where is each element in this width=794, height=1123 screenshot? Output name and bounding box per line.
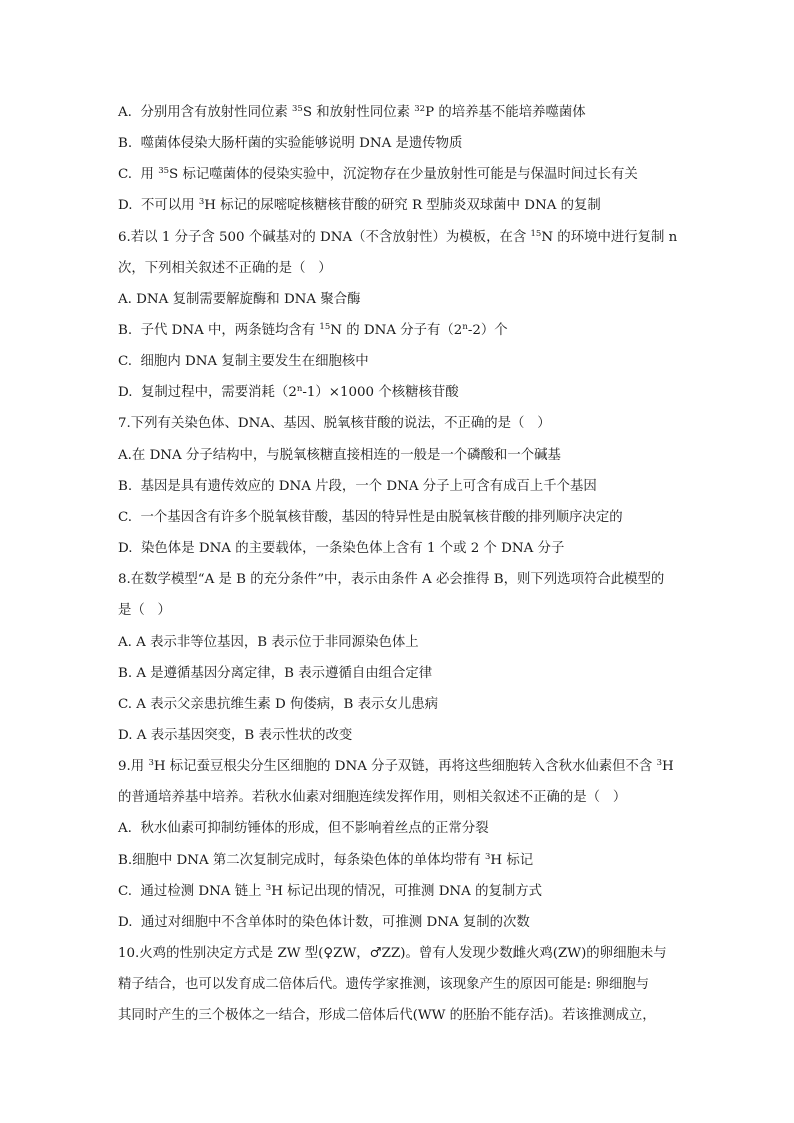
question-9-line-2: 的普通培养基中培养。若秋水仙素对细胞连续发挥作用，则相关叙述不正确的是（ ） xyxy=(118,790,627,805)
question-8-line-1: 8.在数学模型“A 是 B 的充分条件”中，表示由条件 A 必会推得 B，则下列选项符合此模型的 xyxy=(118,572,665,587)
option-8c: C. A 表示父亲患抗维生素 D 佝偻病，B 表示女儿患病 xyxy=(118,697,438,712)
option-8d: D. A 表示基因突变，B 表示性状的改变 xyxy=(118,728,353,743)
option-9b: B.细胞中 DNA 第二次复制完成时，每条染色体的单体均带有 $^3$H 标记 xyxy=(118,852,534,868)
question-6-line-1: 6.若以 1 分子含 500 个碱基对的 DNA（不含放射性）为模板，在含 $^{15}$N 的环境中进行复制 n xyxy=(118,229,678,245)
option-6a: A. DNA 复制需要解旋酶和 DNA 聚合酶 xyxy=(118,292,361,307)
question-7: 7.下列有关染色体、DNA、基因、脱氧核苷酸的说法，不正确的是（ ） xyxy=(118,416,551,431)
question-8-line-2: 是（ ） xyxy=(118,603,171,618)
option-8b: B. A 是遵循基因分离定律，B 表示遵循自由组合定律 xyxy=(118,666,433,681)
option-5b: B. 噬菌体侵染大肠杆菌的实验能够说明 DNA 是遗传物质 xyxy=(118,136,463,151)
option-9d: D. 通过对细胞中不含单体时的染色体计数，可推测 DNA 复制的次数 xyxy=(118,915,530,930)
option-7c: C. 一个基因含有许多个脱氧核苷酸，基因的特异性是由脱氧核苷酸的排列顺序决定的 xyxy=(118,510,623,525)
question-10-line-3: 其同时产生的三个极体之一结合，形成二倍体后代(WW 的胚胎不能存活)。若该推测成立， xyxy=(118,1008,656,1023)
question-10-line-1: 10.火鸡的性别决定方式是 ZW 型(♀ZW，♂ZZ)。曾有人发现少数雌火鸡(ZW)的卵细胞未与 xyxy=(118,946,667,961)
option-7d: D. 染色体是 DNA 的主要载体，一条染色体上含有 1 个或 2 个 DNA 分子 xyxy=(118,541,565,556)
option-5a: A. 分别用含有放射性同位素 $^{35}$S 和放射性同位素 $^{32}$P 的培养基不能培养噬菌体 xyxy=(118,104,586,120)
option-6c: C. 细胞内 DNA 复制主要发生在细胞核中 xyxy=(118,354,369,369)
option-7b: B. 基因是具有遗传效应的 DNA 片段，一个 DNA 分子上可含有成百上千个基因 xyxy=(118,479,597,494)
option-9c: C. 通过检测 DNA 链上 $^3$H 标记出现的情况，可推测 DNA 的复制方式 xyxy=(118,883,543,899)
option-8a: A. A 表示非等位基因，B 表示位于非同源染色体上 xyxy=(118,635,419,650)
option-6d: D. 复制过程中，需要消耗$(2^n-1)\times 1000$ 个核糖核苷酸 xyxy=(118,384,459,400)
question-10-line-2: 精子结合，也可以发育成二倍体后代。遗传学家推测，该现象产生的原因可能是: 卵细胞与 xyxy=(118,977,649,992)
option-9a: A. 秋水仙素可抑制纺锤体的形成，但不影响着丝点的正常分裂 xyxy=(118,821,489,836)
question-6-line-2: 次，下列相关叙述不正确的是（ ） xyxy=(118,261,332,276)
option-5d: D. 不可以用 $^3$H 标记的尿嘧啶核糖核苷酸的研究 R 型肺炎双球菌中 DNA 的复制 xyxy=(118,197,601,213)
option-7a: A.在 DNA 分子结构中，与脱氧核糖直接相连的一般是一个磷酸和一个碱基 xyxy=(118,448,561,463)
option-5c: C. 用 $^{35}$S 标记噬菌体的侵染实验中，沉淀物存在少量放射性可能是与保温时间过长有关 xyxy=(118,166,638,182)
option-6b: B. 子代 DNA 中，两条链均含有 $^{15}$N 的 DNA 分子有（2$^n$-2）个 xyxy=(118,322,508,338)
question-9-line-1: 9.用 $^3$H 标记蚕豆根尖分生区细胞的 DNA 分子双链，再将这些细胞转入含秋水仙素但不含 $^3$H xyxy=(118,758,674,774)
